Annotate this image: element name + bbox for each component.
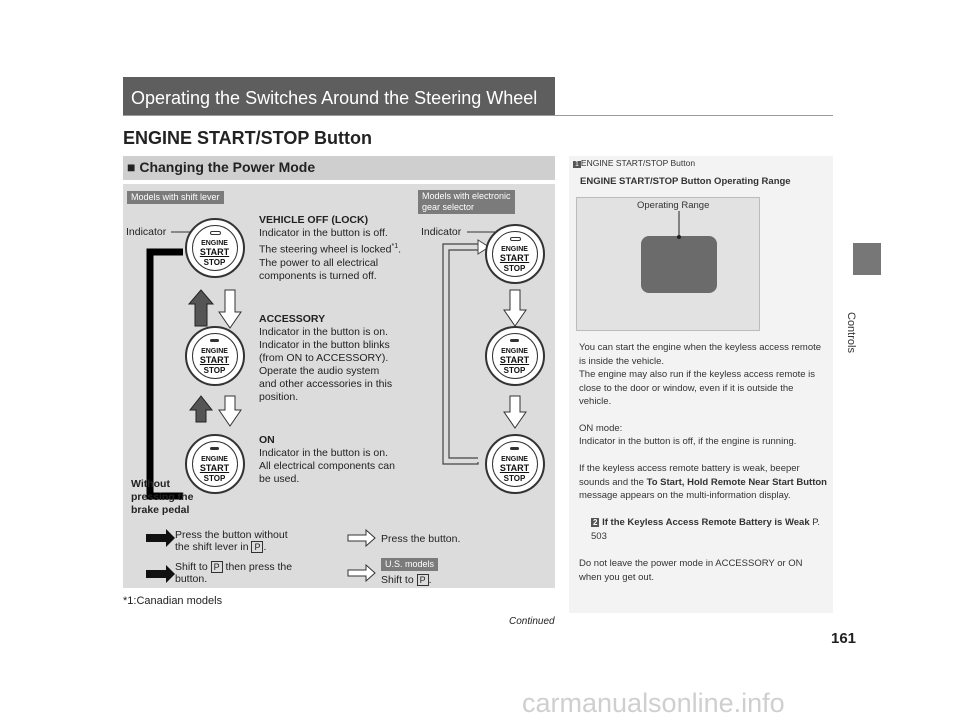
indicator-label-right: Indicator <box>421 226 462 238</box>
indicator-light-icon <box>510 237 521 241</box>
down-arrow-icon <box>504 396 526 428</box>
sidebar-para-1: You can start the engine when the keyless access remote is inside the vehicle. <box>579 342 822 367</box>
down-arrow-icon <box>219 396 241 426</box>
sidebar-battery-text: If the keyless access remote battery is weak, beeper sounds and the To Start, Hold Remote Near Start Button message appears on the multi-information display. <box>579 463 827 501</box>
engine-button-on: ENGINE START STOP <box>185 434 245 494</box>
section-title: ENGINE START/STOP Button <box>123 128 373 148</box>
indicator-light-icon <box>510 447 519 450</box>
reference-marker-icon: 1 <box>575 161 579 168</box>
range-leader-line <box>576 197 760 331</box>
message-name: To Start, Hold Remote Near Start Button <box>646 476 827 488</box>
watermark: carmanualsonline.info <box>522 688 785 718</box>
sidebar-range-heading: ENGINE START/STOP Button Operating Range <box>580 176 791 187</box>
tag-us-models: U.S. models <box>381 558 438 571</box>
tag-electronic-line2: gear selector <box>422 202 475 212</box>
legend-outline-arrow-icon <box>348 530 375 546</box>
indicator-light-icon <box>210 231 221 235</box>
indicator-light-icon <box>510 339 519 342</box>
mode-on-description: ON Indicator in the button is on. All electrical components can be used. <box>259 434 419 486</box>
side-tab-label: Controls <box>845 312 857 353</box>
sidebar-warning: Do not leave the power mode in ACCESSORY or ON when you get out. <box>579 558 803 583</box>
title-divider <box>123 115 833 116</box>
indicator-light-icon <box>210 447 219 450</box>
park-p-icon: P <box>417 574 429 586</box>
sidebar-ref-title: 1 ENGINE START/STOP Button <box>575 158 696 168</box>
mode-on-title: ON <box>259 434 275 446</box>
subsection-title-text: Changing the Power Mode <box>139 159 316 175</box>
legend-black-arrow-icon <box>146 529 175 547</box>
tag-shift-lever: Models with shift lever <box>127 191 224 204</box>
subsection-marker-icon: ■ <box>127 159 136 175</box>
engine-button-accessory-electronic: ENGINE START STOP <box>485 326 545 386</box>
engine-button-off-electronic: ENGINE START STOP <box>485 224 545 284</box>
chapter-title: Operating the Switches Around the Steering Wheel <box>131 88 538 108</box>
sidebar-on-mode-text: Indicator in the button is off, if the engine is running. <box>579 436 797 447</box>
mode-off-description: VEHICLE OFF (LOCK) Indicator in the button is off. The steering wheel is locked$^{*1}$. The power to all electrical components is turned off. <box>259 214 419 283</box>
tag-electronic-line1: Models with electronic <box>422 191 511 201</box>
side-tab-marker <box>853 243 881 275</box>
reference-arrow-icon: 2 <box>593 518 598 527</box>
legend-shift-to-p-us: Shift to P . <box>381 574 432 586</box>
operating-range-label: Operating Range <box>637 200 710 211</box>
legend-press-without-shift: Press the button without the shift lever in P . <box>175 529 288 553</box>
engine-button-on-electronic: ENGINE START STOP <box>485 434 545 494</box>
park-p-icon: P <box>251 541 263 553</box>
footnote: *1:Canadian models <box>123 595 223 607</box>
mode-accessory-title: ACCESSORY <box>259 313 326 325</box>
page-number: 161 <box>831 630 857 647</box>
down-arrow-icon <box>219 290 241 328</box>
indicator-light-icon <box>210 339 219 342</box>
electronic-flow-path <box>443 244 478 464</box>
subsection-title <box>127 159 315 175</box>
engine-button-accessory: ENGINE START STOP <box>185 326 245 386</box>
indicator-label-left: Indicator <box>126 226 167 238</box>
mode-off-title: VEHICLE OFF (LOCK) <box>259 214 369 226</box>
mode-accessory-description: ACCESSORY Indicator in the button is on. Indicator in the button blinks (from ON to ACCESSORY). Operate the audio system and other accessories in this position. <box>259 313 419 404</box>
engine-button-off: ENGINE START STOP <box>185 218 245 278</box>
continued-label: Continued <box>509 616 555 627</box>
up-arrow-icon <box>189 290 213 326</box>
legend-outline-arrow-icon <box>348 565 375 581</box>
sidebar-para-2: The engine may also run if the keyless access remote is close to the door or window, even if it is outside the vehicle. <box>579 369 816 407</box>
legend-shift-to-p: Shift to P then press the button. <box>175 561 293 585</box>
legend-press-button: Press the button. <box>381 533 461 545</box>
without-brake-label: Without pressing the brake pedal <box>131 478 194 516</box>
legend-black-arrow-icon <box>146 565 175 583</box>
brake-flow-path <box>150 252 183 496</box>
park-p-icon: P <box>211 561 223 573</box>
up-arrow-icon <box>190 396 212 422</box>
sidebar-on-mode-title: ON mode: <box>579 423 623 434</box>
sidebar-reference-link[interactable]: 2 If the Keyless Access Remote Battery is Weak P. 503 <box>591 517 821 542</box>
footnote-ref: *1 <box>391 243 399 250</box>
down-arrow-icon <box>504 290 526 326</box>
